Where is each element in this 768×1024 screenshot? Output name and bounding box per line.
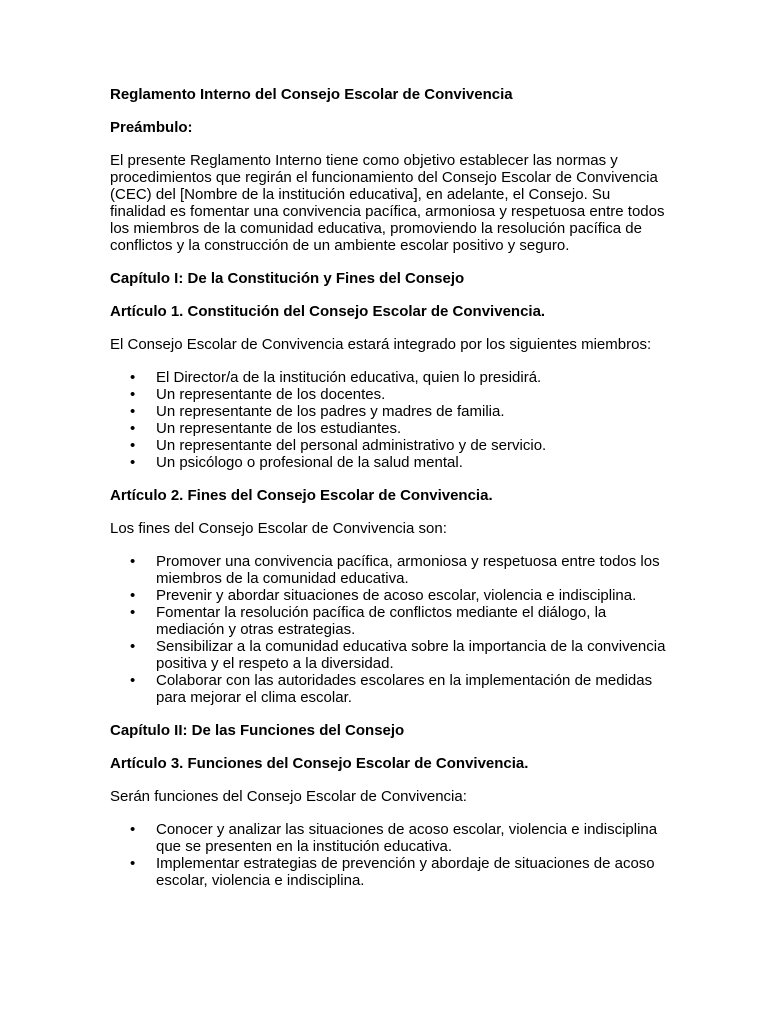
list-item: • Un representante del personal administrativo y de servicio.	[110, 437, 670, 454]
preamble-text: El presente Reglamento Interno tiene como objetivo establecer las normas y procedimientos que regirán el funcionamiento del Consejo Escolar de Convivencia (CEC) del [Nombre de la institución educativa], en adelante, el Consejo. Su finalidad es fomentar una convivencia pacífica, armoniosa y respetuosa entre todos los miembros de la comunidad educativa, promoviendo la resolución pacífica de conflictos y la construcción de un ambiente escolar positivo y seguro.	[110, 152, 665, 254]
article-1-list	[110, 369, 670, 471]
list-item: • Un representante de los estudiantes.	[110, 420, 670, 437]
document-page	[110, 86, 670, 889]
chapter-1-heading: Capítulo I: De la Constitución y Fines del Consejo	[110, 270, 465, 287]
article-3-intro: Serán funciones del Consejo Escolar de Convivencia:	[110, 788, 467, 805]
list-item: • Fomentar la resolución pacífica de conflictos mediante el diálogo, la mediación y otras estrategias.	[110, 604, 670, 638]
preamble-heading: Preámbulo:	[110, 119, 193, 136]
list-item: • Implementar estrategias de prevención y abordaje de situaciones de acoso escolar, violencia e indisciplina.	[110, 855, 670, 889]
list-item: • Un psicólogo o profesional de la salud mental.	[110, 454, 670, 471]
article-3-heading: Artículo 3. Funciones del Consejo Escolar de Convivencia.	[110, 755, 529, 772]
article-2-intro: Los fines del Consejo Escolar de Convivencia son:	[110, 520, 447, 537]
list-item: • Un representante de los docentes.	[110, 386, 670, 403]
article-2-list	[110, 553, 670, 706]
list-item: • El Director/a de la institución educativa, quien lo presidirá.	[110, 369, 670, 386]
document-title: Reglamento Interno del Consejo Escolar de Convivencia	[110, 86, 513, 103]
article-2-heading: Artículo 2. Fines del Consejo Escolar de Convivencia.	[110, 487, 493, 504]
article-1-heading: Artículo 1. Constitución del Consejo Escolar de Convivencia.	[110, 303, 546, 320]
article-1-intro: El Consejo Escolar de Convivencia estará integrado por los siguientes miembros:	[110, 336, 652, 353]
list-item: • Sensibilizar a la comunidad educativa sobre la importancia de la convivencia positiva y el respeto a la diversidad.	[110, 638, 670, 672]
list-item: • Colaborar con las autoridades escolares en la implementación de medidas para mejorar el clima escolar.	[110, 672, 670, 706]
chapter-2-heading: Capítulo II: De las Funciones del Consejo	[110, 722, 405, 739]
list-item: • Prevenir y abordar situaciones de acoso escolar, violencia e indisciplina.	[110, 587, 670, 604]
list-item: • Promover una convivencia pacífica, armoniosa y respetuosa entre todos los miembros de la comunidad educativa.	[110, 553, 670, 587]
article-3-list	[110, 821, 670, 889]
list-item: • Conocer y analizar las situaciones de acoso escolar, violencia e indisciplina que se presenten en la institución educativa.	[110, 821, 670, 855]
list-item: • Un representante de los padres y madres de familia.	[110, 403, 670, 420]
